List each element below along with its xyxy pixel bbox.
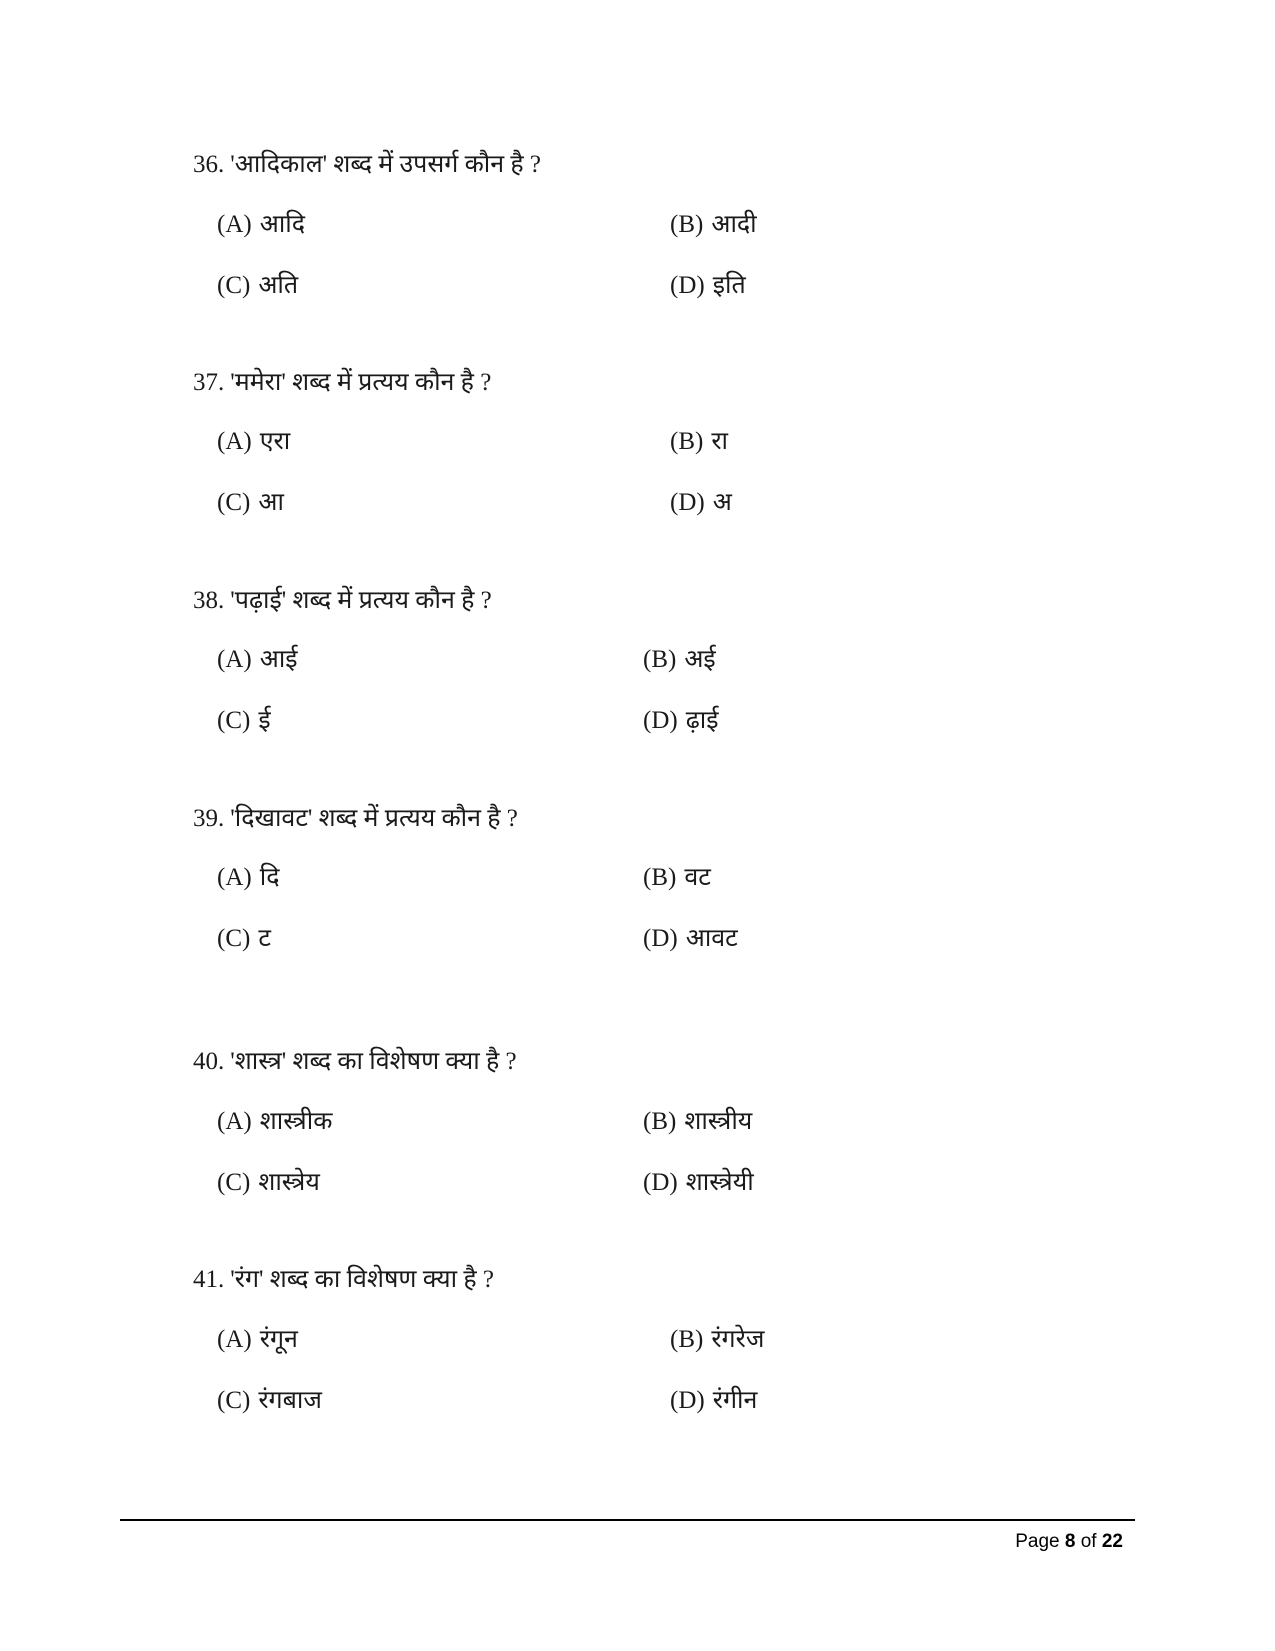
- option-text: ई: [258, 707, 271, 734]
- option-letter: (C): [217, 1169, 251, 1196]
- question-number: 38.: [193, 587, 225, 614]
- option-letter: (D): [670, 272, 705, 299]
- option-letter: (A): [217, 864, 252, 891]
- total-pages: 22: [1101, 1531, 1123, 1552]
- option-text: शास्त्रीय: [684, 1108, 753, 1135]
- option-b: [670, 208, 757, 242]
- option-text: रा: [711, 428, 729, 455]
- option-letter: (C): [217, 707, 251, 734]
- option-a: [217, 425, 290, 459]
- option-letter: (D): [643, 707, 678, 734]
- option-letter: (D): [643, 925, 678, 952]
- option-letter: (D): [670, 489, 705, 516]
- option-text: शास्त्रेयी: [685, 1169, 754, 1196]
- question-text: 'ममेरा' शब्द में प्रत्यय कौन है ?: [230, 369, 492, 396]
- question-text: 'पढ़ाई' शब्द में प्रत्यय कौन है ?: [230, 587, 492, 614]
- option-letter: (C): [217, 925, 251, 952]
- question-37: [193, 366, 1093, 516]
- question-41: [193, 1263, 1093, 1414]
- option-c: [217, 1384, 322, 1418]
- question-number: 39.: [193, 805, 225, 832]
- option-letter: (C): [217, 272, 251, 299]
- question-stem: [193, 148, 1093, 182]
- option-text: इति: [712, 272, 746, 299]
- option-text: वट: [684, 864, 711, 891]
- option-d: [643, 922, 738, 956]
- option-text: आ: [258, 489, 284, 516]
- option-text: शास्त्रीक: [259, 1108, 333, 1135]
- question-text: 'शास्त्र' शब्द का विशेषण क्या है ?: [230, 1048, 517, 1075]
- option-b: [670, 425, 728, 459]
- question-number: 40.: [193, 1048, 225, 1075]
- question-stem: [193, 1045, 1093, 1079]
- option-d: [670, 486, 732, 520]
- option-c: [217, 704, 271, 738]
- option-text: रंगून: [259, 1326, 298, 1353]
- option-text: आदि: [259, 211, 306, 238]
- question-text: 'दिखावट' शब्द में प्रत्यय कौन है ?: [230, 805, 518, 832]
- option-letter: (C): [217, 489, 251, 516]
- option-letter: (D): [643, 1169, 678, 1196]
- option-c: [217, 269, 298, 303]
- option-d: [670, 1384, 757, 1418]
- page-word: Page: [1015, 1531, 1060, 1552]
- option-text: अ: [712, 489, 732, 516]
- question-stem: [193, 802, 1093, 836]
- option-letter: (B): [643, 864, 677, 891]
- option-text: शास्त्रेय: [258, 1169, 320, 1196]
- option-letter: (A): [217, 428, 252, 455]
- option-a: [217, 1323, 298, 1357]
- option-d: [670, 269, 746, 303]
- page-number: [1015, 1528, 1123, 1556]
- option-letter: (B): [643, 646, 677, 673]
- option-text: दि: [259, 864, 280, 891]
- option-c: [217, 1166, 320, 1200]
- option-letter: (A): [217, 646, 252, 673]
- option-text: रंगरेज: [711, 1326, 765, 1353]
- option-b: [643, 1105, 752, 1139]
- question-stem: [193, 584, 1093, 618]
- option-text: रंगीन: [712, 1387, 758, 1414]
- option-b: [643, 861, 711, 895]
- option-text: रंगबाज: [258, 1387, 322, 1414]
- question-text: 'रंग' शब्द का विशेषण क्या है ?: [230, 1266, 494, 1293]
- option-b: [643, 643, 716, 677]
- option-text: ट: [258, 925, 271, 952]
- question-40: [193, 1045, 1093, 1196]
- option-letter: (B): [670, 428, 704, 455]
- option-text: आई: [259, 646, 298, 673]
- option-letter: (B): [670, 211, 704, 238]
- option-text: आदी: [711, 211, 757, 238]
- option-b: [670, 1323, 764, 1357]
- option-d: [643, 704, 719, 738]
- option-text: आवट: [685, 925, 738, 952]
- question-39: [193, 802, 1093, 952]
- option-letter: (B): [670, 1326, 704, 1353]
- option-letter: (A): [217, 1326, 252, 1353]
- question-number: 36.: [193, 151, 225, 178]
- option-a: [217, 861, 279, 895]
- option-a: [217, 208, 305, 242]
- question-number: 37.: [193, 369, 225, 396]
- question-stem: [193, 366, 1093, 400]
- current-page: 8: [1064, 1531, 1076, 1552]
- question-text: 'आदिकाल' शब्द में उपसर्ग कौन है ?: [230, 151, 542, 178]
- option-letter: (A): [217, 211, 252, 238]
- footer-divider: [120, 1519, 1135, 1521]
- option-text: अति: [258, 272, 299, 299]
- option-a: [217, 1105, 332, 1139]
- option-letter: (B): [643, 1108, 677, 1135]
- option-letter: (A): [217, 1108, 252, 1135]
- option-a: [217, 643, 298, 677]
- option-letter: (C): [217, 1387, 251, 1414]
- question-36: [193, 148, 1093, 299]
- option-text: अई: [684, 646, 716, 673]
- option-letter: (D): [670, 1387, 705, 1414]
- option-text: ढ़ाई: [685, 707, 719, 734]
- of-word: of: [1080, 1531, 1097, 1552]
- question-stem: [193, 1263, 1093, 1297]
- option-text: एरा: [259, 428, 291, 455]
- option-c: [217, 922, 271, 956]
- option-d: [643, 1166, 754, 1200]
- option-c: [217, 486, 284, 520]
- question-number: 41.: [193, 1266, 225, 1293]
- question-38: [193, 584, 1093, 734]
